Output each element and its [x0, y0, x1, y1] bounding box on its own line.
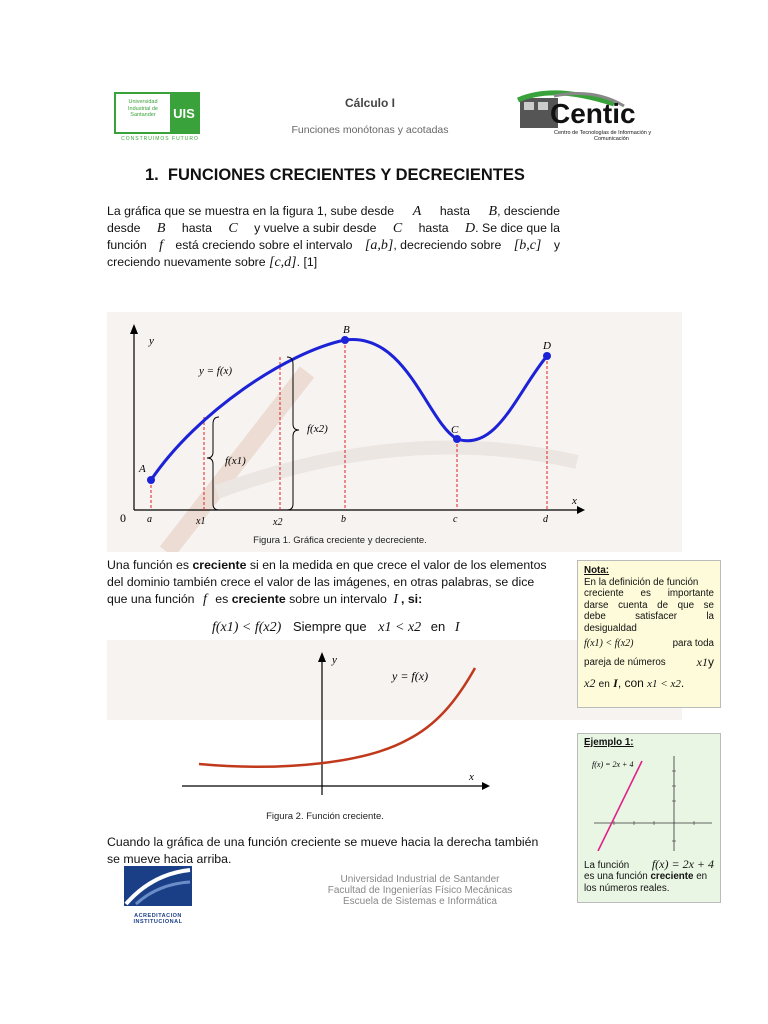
point-B [341, 336, 349, 344]
figure-1-caption: Figura 1. Gráfica creciente y decreciente. [253, 535, 427, 546]
note-line-3: darse cuenta de que se [584, 599, 714, 611]
note-ineq-line: f(x1) < f(x2) para toda [584, 637, 714, 649]
intro-line-1: La gráfica que se muestra en la figura 1, sube desde A hasta B, desciende [107, 204, 560, 219]
uis-logo [110, 92, 202, 142]
example-text-line-3: los números reales. [584, 882, 670, 894]
def-line-3: que una función f es creciente sobre un intervalo I , si: [107, 592, 423, 607]
centic-logo [514, 84, 664, 150]
point-B-label: B [343, 324, 350, 336]
intro-line-3: función f está creciendo sobre el intervalo [a,b], decreciendo sobre [b,c] y [107, 238, 560, 253]
figure-2-curve-label: y = f(x) [392, 669, 429, 683]
note-line-1: En la definición de función [584, 576, 699, 588]
note-box [577, 560, 721, 708]
intro-paragraph [107, 203, 560, 271]
accreditation-logo [122, 864, 194, 924]
definition-paragraph [107, 557, 565, 608]
tick-c: c [453, 514, 458, 525]
point-A [147, 476, 155, 484]
figure-1-graph [107, 312, 682, 552]
figure-1-curve-label: y = f(x) [199, 365, 233, 377]
footer-line-1: Universidad Industrial de Santander [340, 874, 500, 885]
point-C [453, 435, 461, 443]
point-D [543, 352, 551, 360]
figure-2-y-label: y [332, 654, 337, 666]
example-line [598, 761, 642, 851]
footer-line-3: Escuela de Sistemas e Informática [343, 896, 497, 907]
centic-logo-sub: Centro de Tecnologías de Información y Comunicación [554, 130, 652, 142]
point-D-label: D [543, 340, 551, 352]
uis-logo-mark: UIS [170, 94, 198, 132]
example-text-line-1: La función f(x) = 2x + 4 [584, 856, 714, 871]
brace-f-x2-label: f(x2) [307, 423, 328, 435]
def-line-2: del dominio también crece el valor de las imágenes, en otras palabras, se dice [107, 575, 535, 589]
definition-formula: f(x1) < f(x2) Siempre que x1 < x2 en I [212, 619, 460, 635]
point-C-label: C [451, 424, 459, 436]
figure-2-caption: Figura 2. Función creciente. [266, 811, 384, 822]
figure-2-x-arrow [482, 782, 490, 790]
note-line-2: creciente es importante [584, 588, 714, 600]
footer-text [300, 874, 540, 907]
accreditation-logo-graphic [122, 864, 194, 908]
accreditation-logo-text: ACREDITACION INSTITUCIONAL [133, 913, 183, 925]
note-line-5: desigualdad [584, 622, 637, 634]
example-ticks [614, 771, 694, 841]
note-line-4: debe satisfacer la [584, 611, 714, 623]
page-header-title: Cálculo I [344, 96, 395, 110]
tick-a: a [147, 514, 152, 525]
intro-line-4: creciendo nuevamente sobre [c,d]. [1] [107, 255, 318, 270]
section-heading: 1. FUNCIONES CRECIENTES Y DECRECIENTES [145, 166, 525, 184]
example-box [577, 733, 721, 903]
example-graph-label: f(x) = 2x + 4 [592, 759, 634, 769]
point-A-label: A [139, 463, 146, 475]
tick-b: b [341, 514, 346, 525]
intro-line-2: desde B hasta C y vuelve a subir desde C hasta D. Se dice que la [107, 221, 560, 236]
uis-logo-tagline: CONSTRUIMOS FUTURO [121, 136, 199, 142]
page-header-subtitle: Funciones monótonas y acotadas [291, 124, 449, 136]
tick-x2: x2 [273, 517, 283, 528]
figure-1-x-label: x [572, 495, 577, 507]
figure-1-origin: 0 [120, 511, 126, 525]
uis-logo-box [114, 92, 200, 134]
note-pair-line: pareja de números x1y [584, 655, 714, 670]
def-line-1: Una función es creciente si en la medida en que crece el valor de los elementos [107, 558, 547, 572]
tick-d: d [543, 514, 548, 525]
uis-logo-text: Universidad Industrial de Santander [128, 99, 158, 118]
figure-2-x-label: x [469, 771, 474, 783]
footer-line-2: Facultad de Ingenierías Físico Mecánicas [327, 885, 513, 896]
centic-logo-name: Centic [550, 98, 636, 129]
brace-f-x1-label: f(x1) [225, 455, 246, 467]
note-title: Nota: [584, 565, 610, 576]
closing-paragraph [107, 834, 560, 868]
figure-1-y-label: y [149, 335, 154, 347]
example-title: Ejemplo 1: [584, 737, 634, 748]
closing-line-1: Cuando la gráfica de una función creciente se mueve hacia la derecha también [107, 835, 539, 849]
example-text-line-2: es una función creciente en [584, 871, 708, 882]
note-last-line: x2 en I, con x1 < x2. [584, 675, 685, 690]
example-graph [584, 751, 716, 851]
closing-line-2: se mueve hacia arriba. [107, 852, 232, 866]
tick-x1: x1 [196, 516, 206, 527]
